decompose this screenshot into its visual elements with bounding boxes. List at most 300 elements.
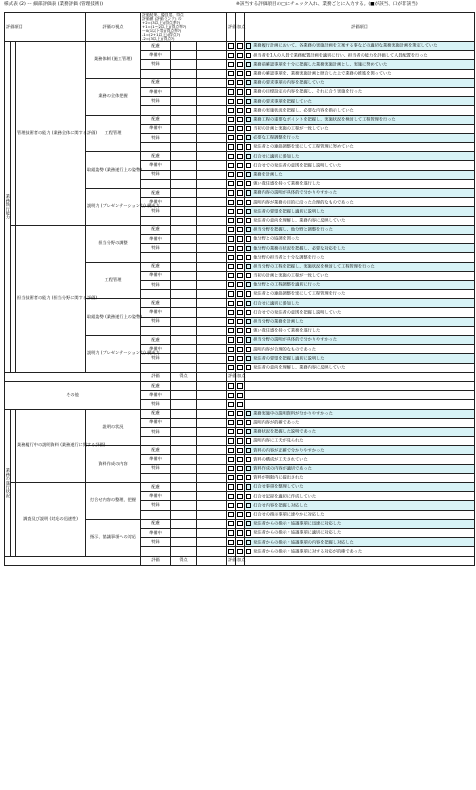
checkbox[interactable] [237,89,242,94]
check-cell[interactable] [236,262,245,271]
item-checkbox[interactable] [246,411,251,416]
checkbox[interactable] [228,154,233,159]
item-checkbox[interactable] [246,347,251,352]
checkbox[interactable] [237,108,242,113]
check-cell[interactable] [236,317,245,326]
item-checkbox[interactable] [246,108,251,113]
item-checkbox[interactable] [246,255,251,260]
check-cell[interactable] [227,446,236,455]
check-cell[interactable] [236,446,245,455]
checkbox[interactable] [237,291,242,296]
check-cell[interactable] [227,60,236,69]
item-checkbox[interactable] [246,494,251,499]
check-cell[interactable] [236,354,245,363]
checkbox[interactable] [228,80,233,85]
item-checkbox[interactable] [246,365,251,370]
score-cell[interactable] [171,124,197,133]
checkbox[interactable] [228,99,233,104]
score-cell[interactable] [171,492,197,501]
item-checkbox[interactable] [246,540,251,545]
score-cell[interactable] [171,473,197,482]
checkbox[interactable] [228,512,233,517]
check-cell[interactable] [227,97,236,106]
checkbox[interactable] [237,200,242,205]
check-cell[interactable] [236,418,245,427]
check-cell[interactable] [227,143,236,152]
score-cell[interactable] [171,280,197,289]
check-cell[interactable] [236,473,245,482]
checkbox[interactable] [228,494,233,499]
checkbox[interactable] [228,209,233,214]
item-checkbox[interactable] [246,503,251,508]
item-checkbox[interactable] [246,337,251,342]
checkbox[interactable] [237,365,242,370]
check-cell[interactable] [236,538,245,547]
score-cell[interactable] [171,317,197,326]
item-checkbox[interactable] [246,319,251,324]
score-cell[interactable] [171,253,197,262]
check-cell[interactable] [227,547,236,556]
checkbox[interactable] [228,540,233,545]
check-cell[interactable] [227,115,236,124]
check-cell[interactable] [236,336,245,345]
score-cell[interactable] [171,189,197,198]
item-checkbox[interactable] [246,236,251,241]
check-cell[interactable] [227,519,236,528]
item-checkbox[interactable] [246,282,251,287]
item-checkbox[interactable] [246,126,251,131]
checkbox[interactable] [228,393,233,398]
check-cell[interactable] [236,198,245,207]
checkbox[interactable] [237,549,242,554]
checkbox[interactable] [228,117,233,122]
checkbox[interactable] [228,181,233,186]
score-cell[interactable] [171,271,197,280]
score-cell[interactable] [171,244,197,253]
check-cell[interactable] [236,455,245,464]
check-cell[interactable] [236,51,245,60]
item-checkbox[interactable] [246,190,251,195]
item-checkbox[interactable] [246,144,251,149]
score-cell[interactable] [171,455,197,464]
checkbox[interactable] [237,181,242,186]
score-cell[interactable] [171,225,197,234]
score-cell[interactable] [171,51,197,60]
check-cell[interactable] [236,280,245,289]
checkbox[interactable] [228,521,233,526]
score-cell[interactable] [171,234,197,243]
check-cell[interactable] [227,455,236,464]
checkbox[interactable] [228,264,233,269]
checkbox[interactable] [228,126,233,131]
checkbox[interactable] [237,319,242,324]
item-checkbox[interactable] [246,200,251,205]
check-cell[interactable] [227,51,236,60]
check-cell[interactable] [236,87,245,96]
checkbox[interactable] [228,347,233,352]
check-cell[interactable] [236,528,245,537]
checkbox[interactable] [237,301,242,306]
check-cell[interactable] [236,60,245,69]
checkbox[interactable] [237,99,242,104]
score-cell[interactable] [171,354,197,363]
check-cell[interactable] [227,225,236,234]
checkbox[interactable] [228,291,233,296]
check-cell[interactable] [227,464,236,473]
checkbox[interactable] [237,236,242,241]
check-cell[interactable] [227,78,236,87]
checkbox[interactable] [237,512,242,517]
checkbox[interactable] [228,319,233,324]
score-cell[interactable] [171,106,197,115]
check-cell[interactable] [227,133,236,142]
check-cell[interactable] [227,528,236,537]
check-cell[interactable] [227,538,236,547]
checkbox[interactable] [228,200,233,205]
checkbox[interactable] [237,218,242,223]
checkbox[interactable] [237,310,242,315]
checkbox[interactable] [228,62,233,67]
checkbox[interactable] [228,282,233,287]
score-cell[interactable] [171,501,197,510]
score-cell[interactable] [171,446,197,455]
check-cell[interactable] [227,510,236,519]
check-cell[interactable] [236,189,245,198]
check-cell[interactable] [227,381,236,390]
check-cell[interactable] [236,547,245,556]
checkbox[interactable] [228,448,233,453]
item-checkbox[interactable] [246,310,251,315]
check-cell[interactable] [236,381,245,390]
check-cell[interactable] [236,363,245,372]
check-cell[interactable] [227,473,236,482]
checkbox[interactable] [237,43,242,48]
check-cell[interactable] [227,124,236,133]
check-cell[interactable] [227,354,236,363]
check-cell[interactable] [227,317,236,326]
checkbox[interactable] [228,310,233,315]
checkbox[interactable] [237,484,242,489]
item-checkbox[interactable] [246,89,251,94]
item-checkbox[interactable] [246,135,251,140]
score-cell[interactable] [171,87,197,96]
score-cell[interactable] [171,97,197,106]
check-cell[interactable] [227,262,236,271]
item-checkbox[interactable] [246,549,251,554]
checkbox[interactable] [237,402,242,407]
checkbox[interactable] [237,420,242,425]
check-cell[interactable] [227,418,236,427]
check-cell[interactable] [227,198,236,207]
item-checkbox[interactable] [246,218,251,223]
item-checkbox[interactable] [246,466,251,471]
check-cell[interactable] [236,124,245,133]
score-cell[interactable] [171,78,197,87]
check-cell[interactable] [236,216,245,225]
check-cell[interactable] [227,207,236,216]
check-cell[interactable] [227,216,236,225]
checkbox[interactable] [228,273,233,278]
score-cell[interactable] [171,547,197,556]
check-cell[interactable] [227,483,236,492]
check-cell[interactable] [236,207,245,216]
item-checkbox[interactable] [246,154,251,159]
checkbox[interactable] [228,43,233,48]
score-cell[interactable] [171,216,197,225]
checkbox[interactable] [237,429,242,434]
item-checkbox[interactable] [246,448,251,453]
checkbox[interactable] [228,108,233,113]
item-checkbox[interactable] [246,264,251,269]
score-cell[interactable] [171,42,197,51]
checkbox[interactable] [228,484,233,489]
check-cell[interactable] [227,189,236,198]
checkbox[interactable] [228,227,233,232]
checkbox[interactable] [228,328,233,333]
check-cell[interactable] [236,299,245,308]
check-cell[interactable] [227,69,236,78]
item-checkbox[interactable] [246,246,251,251]
check-cell[interactable] [227,336,236,345]
checkbox[interactable] [237,117,242,122]
score-cell[interactable] [171,400,197,409]
checkbox[interactable] [228,365,233,370]
check-cell[interactable] [236,244,245,253]
check-cell[interactable] [236,170,245,179]
score-cell[interactable] [171,510,197,519]
item-checkbox[interactable] [246,484,251,489]
checkbox[interactable] [237,393,242,398]
check-cell[interactable] [227,299,236,308]
item-checkbox[interactable] [246,80,251,85]
item-checkbox[interactable] [246,356,251,361]
checkbox[interactable] [237,448,242,453]
score-cell[interactable] [171,336,197,345]
checkbox[interactable] [228,475,233,480]
check-cell[interactable] [227,179,236,188]
check-cell[interactable] [236,133,245,142]
check-cell[interactable] [227,280,236,289]
item-checkbox[interactable] [246,71,251,76]
checkbox[interactable] [228,438,233,443]
score-cell[interactable] [171,427,197,436]
checkbox[interactable] [237,144,242,149]
score-cell[interactable] [171,198,197,207]
score-cell[interactable] [171,326,197,335]
checkbox[interactable] [237,494,242,499]
check-cell[interactable] [236,152,245,161]
checkbox[interactable] [237,154,242,159]
score-cell[interactable] [171,290,197,299]
check-cell[interactable] [227,391,236,400]
checkbox[interactable] [237,530,242,535]
score-cell[interactable] [171,538,197,547]
checkbox[interactable] [228,530,233,535]
check-cell[interactable] [227,409,236,418]
checkbox[interactable] [237,62,242,67]
check-cell[interactable] [236,161,245,170]
check-cell[interactable] [227,501,236,510]
checkbox[interactable] [237,356,242,361]
checkbox[interactable] [237,190,242,195]
check-cell[interactable] [227,244,236,253]
check-cell[interactable] [236,97,245,106]
checkbox[interactable] [237,246,242,251]
check-cell[interactable] [236,437,245,446]
checkbox[interactable] [228,411,233,416]
score-cell[interactable] [171,161,197,170]
checkbox[interactable] [228,190,233,195]
check-cell[interactable] [236,427,245,436]
score-cell[interactable] [171,345,197,354]
checkbox[interactable] [237,540,242,545]
checkbox[interactable] [237,466,242,471]
check-cell[interactable] [236,492,245,501]
checkbox[interactable] [228,246,233,251]
score-cell[interactable] [171,69,197,78]
checkbox[interactable] [228,53,233,58]
check-cell[interactable] [227,234,236,243]
check-cell[interactable] [236,253,245,262]
check-cell[interactable] [227,308,236,317]
item-checkbox[interactable] [246,117,251,122]
score-cell[interactable] [171,60,197,69]
checkbox[interactable] [237,347,242,352]
item-checkbox[interactable] [246,227,251,232]
checkbox[interactable] [237,126,242,131]
checkbox[interactable] [228,218,233,223]
item-checkbox[interactable] [246,273,251,278]
score-cell[interactable] [171,143,197,152]
item-checkbox[interactable] [246,521,251,526]
check-cell[interactable] [227,253,236,262]
item-checkbox[interactable] [246,301,251,306]
item-checkbox[interactable] [246,475,251,480]
check-cell[interactable] [227,437,236,446]
check-cell[interactable] [236,115,245,124]
checkbox[interactable] [228,71,233,76]
item-checkbox[interactable] [246,181,251,186]
checkbox[interactable] [228,144,233,149]
checkbox[interactable] [228,89,233,94]
item-checkbox[interactable] [246,420,251,425]
check-cell[interactable] [227,345,236,354]
checkbox[interactable] [237,383,242,388]
checkbox[interactable] [228,163,233,168]
checkbox[interactable] [237,411,242,416]
item-checkbox[interactable] [246,512,251,517]
checkbox[interactable] [228,549,233,554]
check-cell[interactable] [236,290,245,299]
check-cell[interactable] [236,143,245,152]
check-cell[interactable] [236,345,245,354]
score-cell[interactable] [171,170,197,179]
check-cell[interactable] [236,78,245,87]
checkbox[interactable] [237,328,242,333]
check-cell[interactable] [236,501,245,510]
checkbox[interactable] [228,466,233,471]
checkbox[interactable] [228,383,233,388]
score-cell[interactable] [171,207,197,216]
score-cell[interactable] [171,409,197,418]
check-cell[interactable] [236,225,245,234]
checkbox[interactable] [228,503,233,508]
score-cell[interactable] [171,152,197,161]
checkbox[interactable] [237,53,242,58]
checkbox[interactable] [237,255,242,260]
checkbox[interactable] [228,301,233,306]
checkbox[interactable] [237,337,242,342]
item-checkbox[interactable] [246,209,251,214]
checkbox[interactable] [237,172,242,177]
checkbox[interactable] [228,135,233,140]
score-cell[interactable] [171,308,197,317]
check-cell[interactable] [236,179,245,188]
item-checkbox[interactable] [246,62,251,67]
checkbox[interactable] [237,264,242,269]
check-cell[interactable] [236,400,245,409]
item-checkbox[interactable] [246,172,251,177]
check-cell[interactable] [227,271,236,280]
checkbox[interactable] [228,337,233,342]
score-cell[interactable] [171,464,197,473]
checkbox[interactable] [237,273,242,278]
checkbox[interactable] [237,135,242,140]
checkbox[interactable] [237,227,242,232]
checkbox[interactable] [237,71,242,76]
checkbox[interactable] [228,402,233,407]
score-cell[interactable] [171,133,197,142]
score-cell[interactable] [171,483,197,492]
check-cell[interactable] [236,409,245,418]
score-cell[interactable] [171,262,197,271]
checkbox[interactable] [237,282,242,287]
score-cell[interactable] [171,418,197,427]
item-checkbox[interactable] [246,438,251,443]
item-checkbox[interactable] [246,53,251,58]
item-checkbox[interactable] [246,99,251,104]
check-cell[interactable] [236,271,245,280]
check-cell[interactable] [236,42,245,51]
checkbox[interactable] [237,475,242,480]
score-cell[interactable] [171,381,197,390]
checkbox[interactable] [228,356,233,361]
check-cell[interactable] [236,391,245,400]
check-cell[interactable] [227,161,236,170]
check-cell[interactable] [227,42,236,51]
item-checkbox[interactable] [246,429,251,434]
check-cell[interactable] [236,483,245,492]
check-cell[interactable] [236,519,245,528]
check-cell[interactable] [227,87,236,96]
checkbox[interactable] [237,163,242,168]
checkbox[interactable] [237,521,242,526]
checkbox[interactable] [228,429,233,434]
item-checkbox[interactable] [246,291,251,296]
check-cell[interactable] [227,400,236,409]
checkbox[interactable] [237,438,242,443]
checkbox[interactable] [237,80,242,85]
checkbox[interactable] [228,457,233,462]
check-cell[interactable] [227,290,236,299]
check-cell[interactable] [236,308,245,317]
score-cell[interactable] [171,528,197,537]
check-cell[interactable] [236,106,245,115]
check-cell[interactable] [227,106,236,115]
check-cell[interactable] [236,69,245,78]
score-cell[interactable] [171,179,197,188]
check-cell[interactable] [227,326,236,335]
